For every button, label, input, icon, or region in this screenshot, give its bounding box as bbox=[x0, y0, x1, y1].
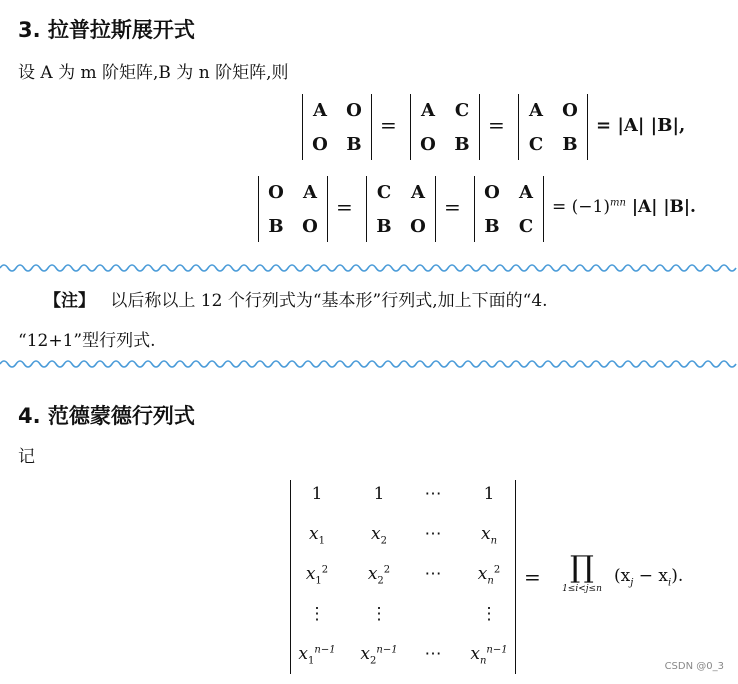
cell: C bbox=[454, 100, 470, 121]
cell: B bbox=[484, 216, 500, 237]
cell: ⋮ bbox=[370, 604, 388, 624]
cell: $x_2$ bbox=[371, 524, 387, 547]
product-operator bbox=[552, 552, 612, 594]
cell: A bbox=[303, 182, 317, 203]
cell: $x_2^{n-1}$ bbox=[360, 644, 398, 667]
cell: B bbox=[268, 216, 284, 237]
cell: A bbox=[519, 182, 533, 203]
cell: A bbox=[421, 100, 435, 121]
product-range: 1≤i<j≤n bbox=[562, 584, 602, 594]
cell: A bbox=[313, 100, 327, 121]
cell: O bbox=[410, 216, 426, 237]
cell: O bbox=[312, 134, 328, 155]
det-OA-BC bbox=[474, 176, 544, 242]
equals-sign: = bbox=[380, 113, 397, 137]
equals-sign: = bbox=[444, 195, 461, 219]
equals-sign: = bbox=[336, 195, 353, 219]
watermark: CSDN @0_3 bbox=[664, 661, 724, 672]
cell: O bbox=[484, 182, 500, 203]
cell: O bbox=[302, 216, 318, 237]
equals-sign: = bbox=[488, 113, 505, 137]
wave-divider-top bbox=[0, 262, 738, 274]
cell: B bbox=[454, 134, 470, 155]
cell: $x_n$ bbox=[480, 524, 498, 547]
section-4-title: 4. 范德蒙德行列式 bbox=[18, 404, 195, 428]
cell: ⋮ bbox=[308, 604, 326, 624]
cell: 1 bbox=[373, 484, 385, 504]
cell: ⋯ bbox=[424, 564, 442, 584]
cell: ⋯ bbox=[424, 484, 442, 504]
det-CA-BO bbox=[366, 176, 436, 242]
cell: C bbox=[518, 216, 534, 237]
cell: ⋯ bbox=[424, 644, 442, 664]
result-2-exponent: mn bbox=[609, 197, 626, 209]
cell: O bbox=[562, 100, 578, 121]
cell: O bbox=[346, 100, 362, 121]
cell: 1 bbox=[483, 484, 495, 504]
det-OA-BO bbox=[258, 176, 328, 242]
cell: $x_n^2$ bbox=[477, 564, 501, 587]
section-3-title: 3. 拉普拉斯展开式 bbox=[18, 18, 195, 42]
cell: O bbox=[268, 182, 284, 203]
cell: ⋯ bbox=[424, 524, 442, 544]
section-4-intro: 记 bbox=[18, 447, 35, 467]
cell: B bbox=[562, 134, 578, 155]
cell: B bbox=[346, 134, 362, 155]
result-1: = |A| |B|, bbox=[596, 115, 686, 136]
note-line-1 bbox=[44, 286, 548, 311]
section-3-intro bbox=[18, 58, 288, 83]
cell: C bbox=[528, 134, 544, 155]
result-2-tail: |A| |B|. bbox=[625, 197, 696, 217]
result-2 bbox=[552, 197, 696, 217]
note-text: 以后称以上 12 个行列式为“基本形”行列式,加上下面的“4. bbox=[110, 291, 548, 311]
product-body: $(x_j - x_i)$. bbox=[614, 566, 684, 589]
intro-text: 设 A 为 m 阶矩阵,B 为 n 阶矩阵,则 bbox=[18, 63, 289, 83]
product-symbol: ∏ bbox=[570, 550, 594, 585]
cell: C bbox=[376, 182, 392, 203]
cell: B bbox=[376, 216, 392, 237]
cell: $x_n^{n-1}$ bbox=[470, 644, 508, 667]
wave-divider-bottom bbox=[0, 358, 738, 370]
det-AC-OB bbox=[410, 94, 480, 160]
cell: $x_1^2$ bbox=[305, 564, 329, 587]
note-line-2: “12+1”型行列式. bbox=[18, 331, 156, 351]
cell: ⋮ bbox=[480, 604, 498, 624]
det-AO-CB bbox=[518, 94, 588, 160]
cell: $x_1^{n-1}$ bbox=[298, 644, 336, 667]
det-AO-OB bbox=[302, 94, 372, 160]
vandermonde-determinant bbox=[290, 480, 516, 674]
cell: A bbox=[529, 100, 543, 121]
cell: O bbox=[420, 134, 436, 155]
cell: 1 bbox=[311, 484, 323, 504]
note-tag: 【注】 bbox=[44, 291, 95, 311]
cell: $x_1$ bbox=[309, 524, 325, 547]
cell: A bbox=[411, 182, 425, 203]
cell: $x_2^2$ bbox=[367, 564, 391, 587]
equals-sign: = bbox=[524, 565, 541, 589]
result-2-sign: = (−1) bbox=[552, 197, 610, 217]
